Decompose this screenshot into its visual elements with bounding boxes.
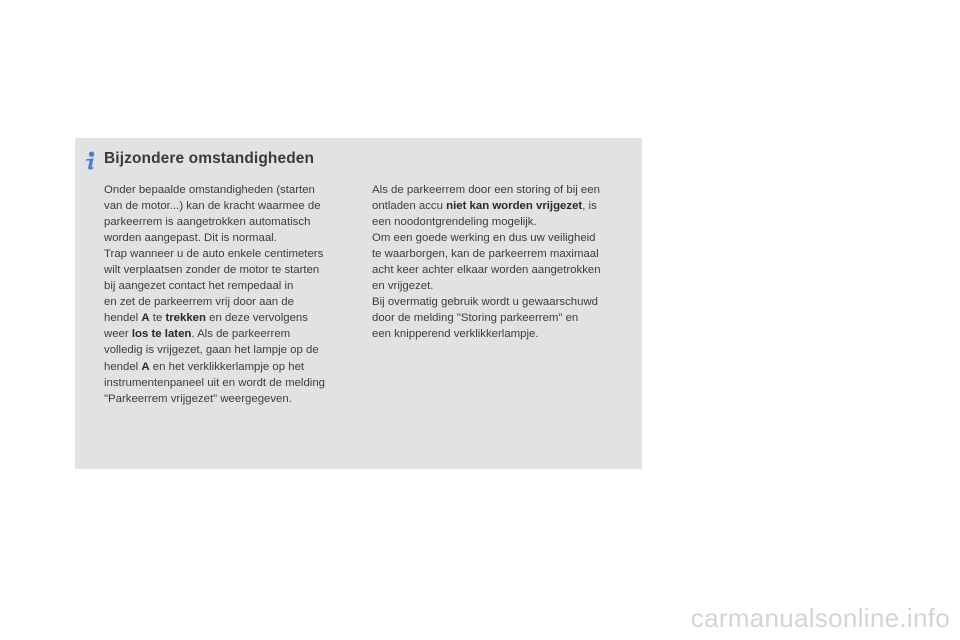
text-line: van de motor...) kan de kracht waarmee de — [104, 200, 321, 213]
text-line: door de melding "Storing parkeerrem" en — [372, 312, 579, 325]
left-text-column — [104, 182, 354, 407]
text-line: en zet de parkeerrem vrij door aan de — [104, 296, 294, 309]
emphasis-release: los te laten — [131, 328, 192, 341]
text-line — [104, 359, 354, 375]
text-line: Bij overmatig gebruik wordt u gewaarschuwd — [372, 296, 599, 309]
text-fragment: . Als de parkeerrem — [191, 328, 291, 341]
info-box — [75, 138, 642, 469]
text-fragment: te — [149, 312, 166, 325]
text-fragment: en het verklikkerlampje op het — [149, 360, 305, 373]
text-line: parkeerrem is aangetrokken automatisch — [104, 216, 311, 229]
text-line: een noodontgrendeling mogelijk. — [372, 216, 537, 229]
text-fragment: hendel — [104, 312, 142, 325]
text-line: volledig is vrijgezet, gaan het lampje op de — [104, 344, 319, 357]
text-line — [104, 310, 354, 326]
text-line: Als de parkeerrem door een storing of bij een — [372, 184, 600, 196]
text-line: bij aangezet contact het rempedaal in — [104, 280, 294, 293]
text-line: te waarborgen, kan de parkeerrem maximaal — [372, 248, 599, 261]
info-icon — [83, 151, 99, 171]
text-line: Onder bepaalde omstandigheden (starten — [104, 184, 315, 196]
text-fragment: ontladen accu — [372, 200, 447, 213]
lever-label: A — [141, 312, 150, 325]
text-line: "Parkeerrem vrijgezet" weergegeven. — [104, 392, 292, 405]
lever-label: A — [141, 360, 150, 373]
text-line — [372, 198, 634, 214]
text-fragment: hendel — [104, 360, 142, 373]
text-line: acht keer achter elkaar worden aangetrokken — [372, 264, 601, 277]
text-line: Trap wanneer u de auto enkele centimeters — [104, 248, 324, 261]
text-line: en vrijgezet. — [372, 280, 434, 293]
text-fragment: en deze vervolgens — [205, 312, 308, 325]
text-fragment: , is — [582, 200, 597, 213]
text-line: wilt verplaatsen zonder de motor te starten — [104, 264, 320, 277]
text-line — [104, 326, 354, 342]
right-text-column — [372, 182, 634, 342]
text-line: instrumentenpaneel uit en wordt de melding — [104, 376, 325, 389]
emphasis-pull: trekken — [165, 312, 206, 325]
text-line: Om een goede werking en dus uw veiligheid — [372, 232, 596, 245]
emphasis-cannot-release: niet kan worden vrijgezet — [446, 200, 583, 213]
text-fragment: weer — [104, 328, 132, 341]
watermark: carmanualsonline.info — [690, 603, 950, 633]
section-title: Bijzondere omstandigheden — [104, 150, 315, 167]
text-line: worden aangepast. Dit is normaal. — [104, 232, 277, 245]
text-line: een knipperend verklikkerlampje. — [372, 328, 539, 341]
